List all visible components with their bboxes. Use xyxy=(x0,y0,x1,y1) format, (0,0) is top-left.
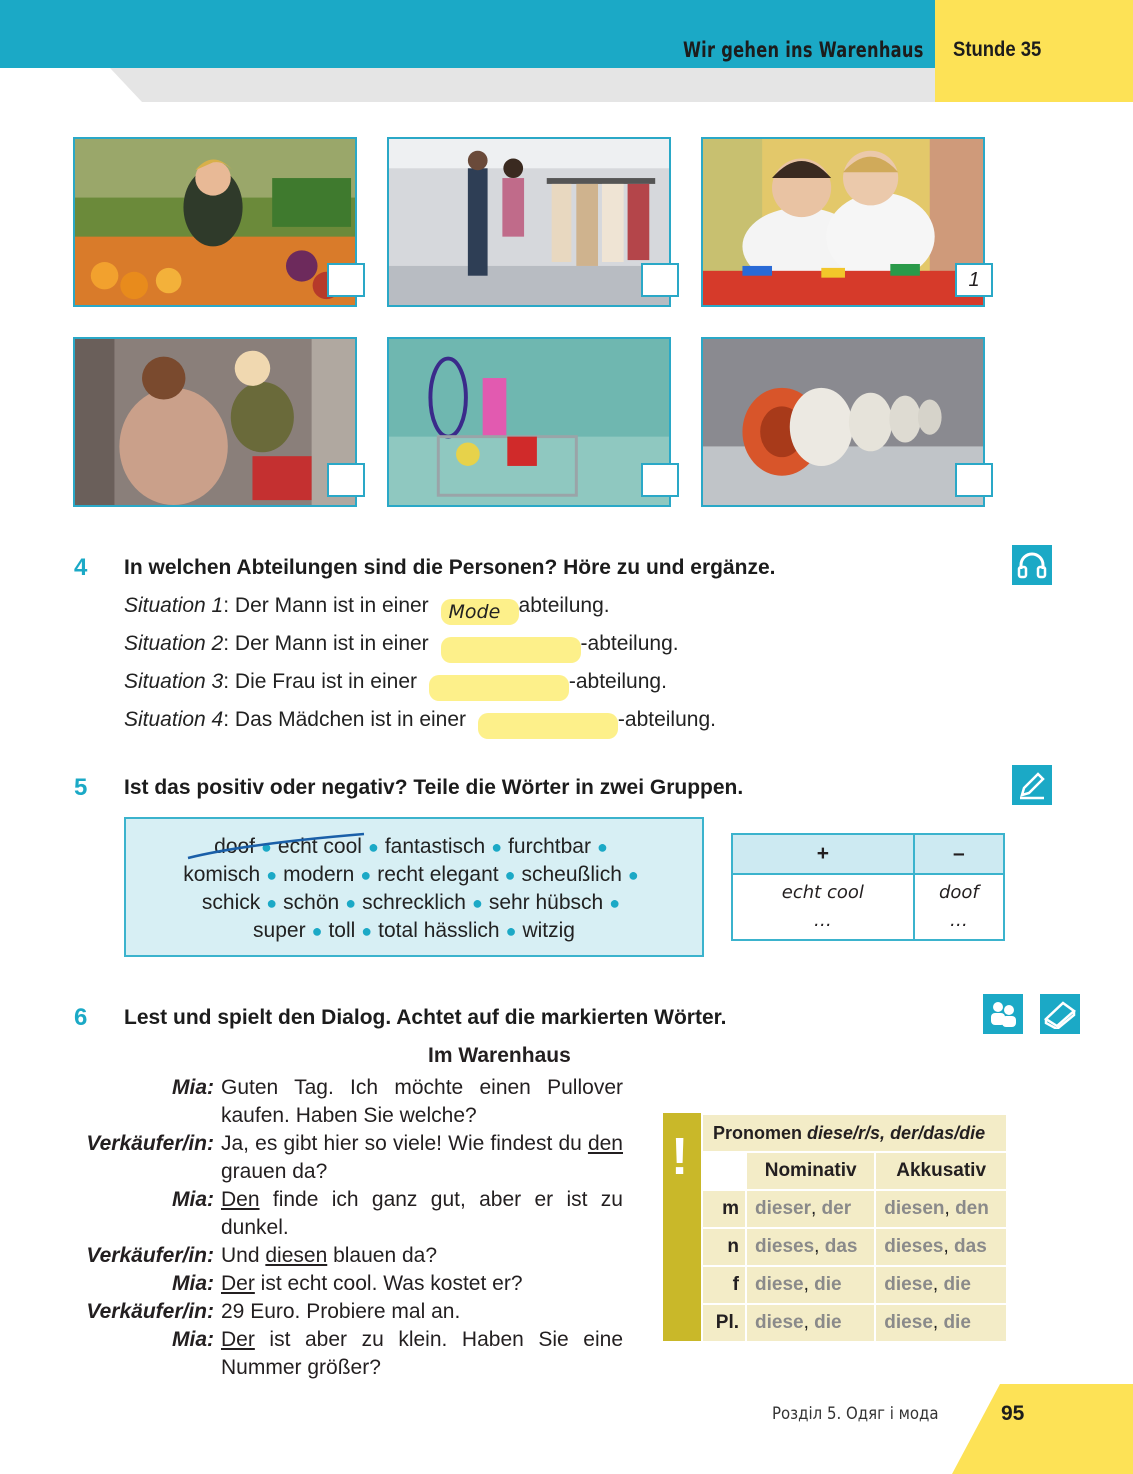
nominativ-cell: dieser, der xyxy=(746,1190,875,1228)
plus-cell[interactable]: echt cool … xyxy=(732,874,914,940)
pronomen-table xyxy=(701,1113,1008,1343)
word: schön xyxy=(283,891,340,914)
word: toll xyxy=(328,919,356,942)
answer-box-1[interactable] xyxy=(327,263,365,297)
situation-line-2: Situation 2: Der Mann ist in einer -abteilung. xyxy=(124,632,679,663)
word: super xyxy=(253,919,306,942)
exercise-number-5: 5 xyxy=(74,774,88,801)
word: echt cool xyxy=(277,835,362,858)
word: komisch xyxy=(183,863,261,886)
word: furchtbar xyxy=(508,835,591,858)
word: total hässlich xyxy=(378,919,500,942)
dialog-line-1: Guten Tag. Ich möchte einen Pullover kaufen. Haben Sie welche? xyxy=(221,1076,623,1127)
exercise-6-title: Lest und spielt den Dialog. Achtet auf die markierten Wörter. xyxy=(124,1006,727,1029)
minus-header: – xyxy=(914,834,1004,874)
exercise-number-6: 6 xyxy=(74,1004,88,1031)
photo-boys-lego xyxy=(701,137,985,307)
speaker-mia: Mia: xyxy=(172,1272,214,1295)
dialog-title: Im Warenhaus xyxy=(428,1044,571,1067)
speaker-mia: Mia: xyxy=(172,1328,214,1351)
answer-box-6[interactable] xyxy=(955,463,993,497)
dialog-line-6: 29 Euro. Probiere mal an. xyxy=(221,1300,461,1323)
pair-work-icon[interactable] xyxy=(983,994,1023,1034)
answer-box-2[interactable] xyxy=(641,263,679,297)
situation-line-3: Situation 3: Die Frau ist in einer -abteilung. xyxy=(124,670,667,701)
header-akkusativ: Akkusativ xyxy=(875,1152,1007,1190)
exercise-4-title: In welchen Abteilungen sind die Personen? Höre zu und ergänze. xyxy=(124,556,776,579)
dialog-line-4: Und diesen blauen da? xyxy=(221,1244,438,1267)
word: fantastisch xyxy=(384,835,486,858)
word: schrecklich xyxy=(362,891,466,914)
nominativ-cell: diese, die xyxy=(746,1304,875,1342)
word: sehr hübsch xyxy=(488,891,604,914)
header-shadow-band xyxy=(110,68,935,102)
photo-shoe-store xyxy=(73,337,357,507)
word: doof xyxy=(214,835,256,858)
page-number: 95 xyxy=(1001,1402,1025,1425)
exclamation-icon: ! xyxy=(671,1128,689,1186)
akkusativ-cell: diesen, den xyxy=(875,1190,1007,1228)
minus-cell[interactable]: doof … xyxy=(914,874,1004,940)
plus-header: + xyxy=(732,834,914,874)
dialog-line-2: Ja, es gibt hier so viele! Wie findest du den grauen da? xyxy=(221,1132,623,1183)
speaker-mia: Mia: xyxy=(172,1188,214,1211)
answer-box-4[interactable] xyxy=(327,463,365,497)
attention-bar xyxy=(663,1113,701,1341)
pencil-icon[interactable] xyxy=(1012,765,1052,805)
photo-sports-cart xyxy=(387,337,671,507)
situation-line-4: Situation 4: Das Mädchen ist in einer -abteilung. xyxy=(124,708,716,739)
plus-minus-table xyxy=(731,833,1005,941)
word-box: doof ● echt cool ● fantastisch ● furchtbar ● komisch ● modern ● recht elegant ● scheußlich ● schick ● schön ● schrecklich ● sehr hübsch ● super ● toll ● total hässlich ● witzig xyxy=(124,817,704,957)
headphones-icon[interactable] xyxy=(1012,545,1052,585)
word: schick xyxy=(201,891,261,914)
akkusativ-cell: diese, die xyxy=(875,1266,1007,1304)
word: modern xyxy=(283,863,355,886)
exercise-number-4: 4 xyxy=(74,554,88,581)
answer-field-4[interactable] xyxy=(478,713,618,739)
book-icon[interactable] xyxy=(1040,994,1080,1034)
speaker-verkaeufer: Verkäufer/in: xyxy=(86,1300,214,1323)
photo-vegetable-market xyxy=(73,137,357,307)
answer-field-2[interactable] xyxy=(441,637,581,663)
answer-field-1[interactable]: Mode xyxy=(441,599,519,625)
nominativ-cell: diese, die xyxy=(746,1266,875,1304)
pronomen-grammar-box xyxy=(663,1113,1008,1341)
exercise-5-title: Ist das positiv oder negativ? Teile die Wörter in zwei Gruppen. xyxy=(124,776,744,799)
page-number-tab xyxy=(952,1384,1133,1474)
word: scheußlich xyxy=(521,863,622,886)
lesson-number: Stunde 35 xyxy=(953,38,1042,61)
word: witzig xyxy=(522,919,575,942)
header-nominativ: Nominativ xyxy=(746,1152,875,1190)
speaker-verkaeufer: Verkäufer/in: xyxy=(86,1244,214,1267)
akkusativ-cell: dieses, das xyxy=(875,1228,1007,1266)
answer-box-3[interactable]: 1 xyxy=(955,263,993,297)
nominativ-cell: dieses, das xyxy=(746,1228,875,1266)
photo-headphones xyxy=(701,337,985,507)
chapter-label: Розділ 5. Одяг і мода xyxy=(772,1404,939,1424)
dialog-line-5: Der ist echt cool. Was kostet er? xyxy=(221,1272,523,1295)
row-label: f xyxy=(702,1266,746,1304)
photo-clothing-store xyxy=(387,137,671,307)
speaker-mia: Mia: xyxy=(172,1076,214,1099)
speaker-verkaeufer: Verkäufer/in: xyxy=(86,1132,214,1155)
dialog-line-3: Den finde ich ganz gut, aber er ist zu dunkel. xyxy=(221,1188,623,1239)
akkusativ-cell: diese, die xyxy=(875,1304,1007,1342)
row-label: n xyxy=(702,1228,746,1266)
page-topic-title: Wir gehen ins Warenhaus xyxy=(683,38,924,62)
situation-line-1: Situation 1: Der Mann ist in einer Mode abteilung. xyxy=(124,594,610,623)
answer-field-3[interactable] xyxy=(429,675,569,701)
pronomen-caption: Pronomen diese/r/s, der/das/die xyxy=(702,1114,1007,1152)
answer-box-5[interactable] xyxy=(641,463,679,497)
row-label: Pl. xyxy=(702,1304,746,1342)
row-label: m xyxy=(702,1190,746,1228)
dialog-line-7: Der ist aber zu klein. Haben Sie eine Nummer größer? xyxy=(221,1328,623,1379)
word: recht elegant xyxy=(377,863,499,886)
